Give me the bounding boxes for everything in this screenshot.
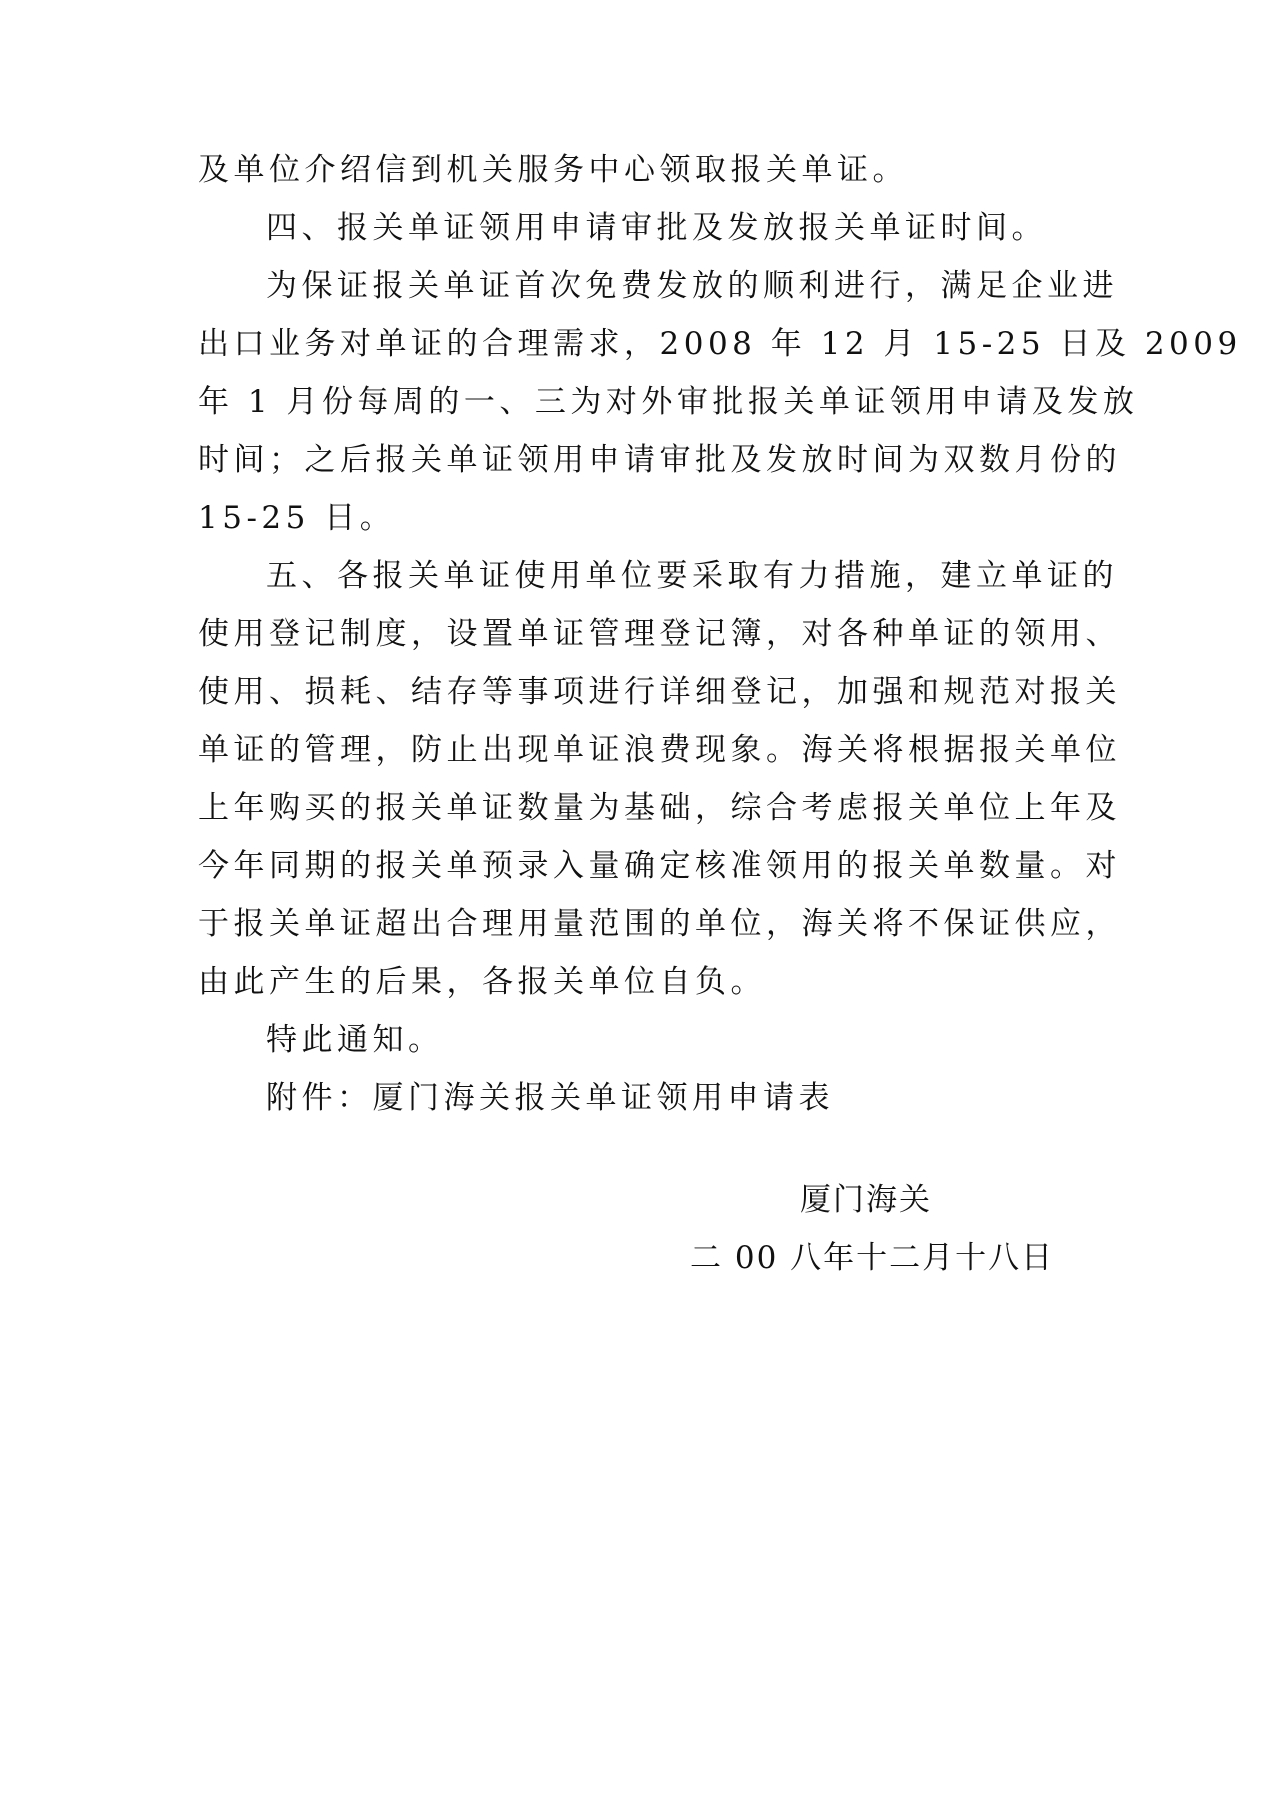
- section-heading-four: 四、报关单证领用申请审批及发放报关单证时间。: [266, 210, 1047, 246]
- paragraph-line: 使用登记制度，设置单证管理登记簿，对各种单证的领用、: [198, 616, 1121, 652]
- paragraph-line: 为保证报关单证首次免费发放的顺利进行，满足企业进: [266, 268, 1118, 304]
- attachment-line: 附件：厦门海关报关单证领用申请表: [266, 1080, 834, 1116]
- paragraph-line: 由此产生的后果，各报关单位自负。: [198, 964, 766, 1000]
- paragraph-line: 上年购买的报关单证数量为基础，综合考虑报关单位上年及: [198, 790, 1121, 826]
- paragraph-line: 出口业务对单证的合理需求，2008 年 12 月 15-25 日及 2009: [198, 326, 1242, 362]
- paragraph-line: 时间；之后报关单证领用申请审批及发放时间为双数月份的: [198, 442, 1121, 478]
- paragraph-line: 今年同期的报关单预录入量确定核准领用的报关单数量。对: [198, 848, 1121, 884]
- issue-date: 二 00 八年十二月十八日: [690, 1240, 1055, 1276]
- paragraph-line: 使用、损耗、结存等事项进行详细登记，加强和规范对报关: [198, 674, 1121, 710]
- paragraph-line: 年 1 月份每周的一、三为对外审批报关单证领用申请及发放: [198, 384, 1139, 420]
- paragraph-line: 15-25 日。: [198, 500, 396, 536]
- paragraph-line: 于报关单证超出合理用量范围的单位，海关将不保证供应，: [198, 906, 1121, 942]
- section-heading-five: 五、各报关单证使用单位要采取有力措施，建立单证的: [266, 558, 1118, 594]
- issuer-signature: 厦门海关: [800, 1182, 932, 1218]
- paragraph-line-continuation: 及单位介绍信到机关服务中心领取报关单证。: [198, 152, 908, 188]
- closing-notice: 特此通知。: [266, 1022, 444, 1058]
- paragraph-line: 单证的管理，防止出现单证浪费现象。海关将根据报关单位: [198, 732, 1121, 768]
